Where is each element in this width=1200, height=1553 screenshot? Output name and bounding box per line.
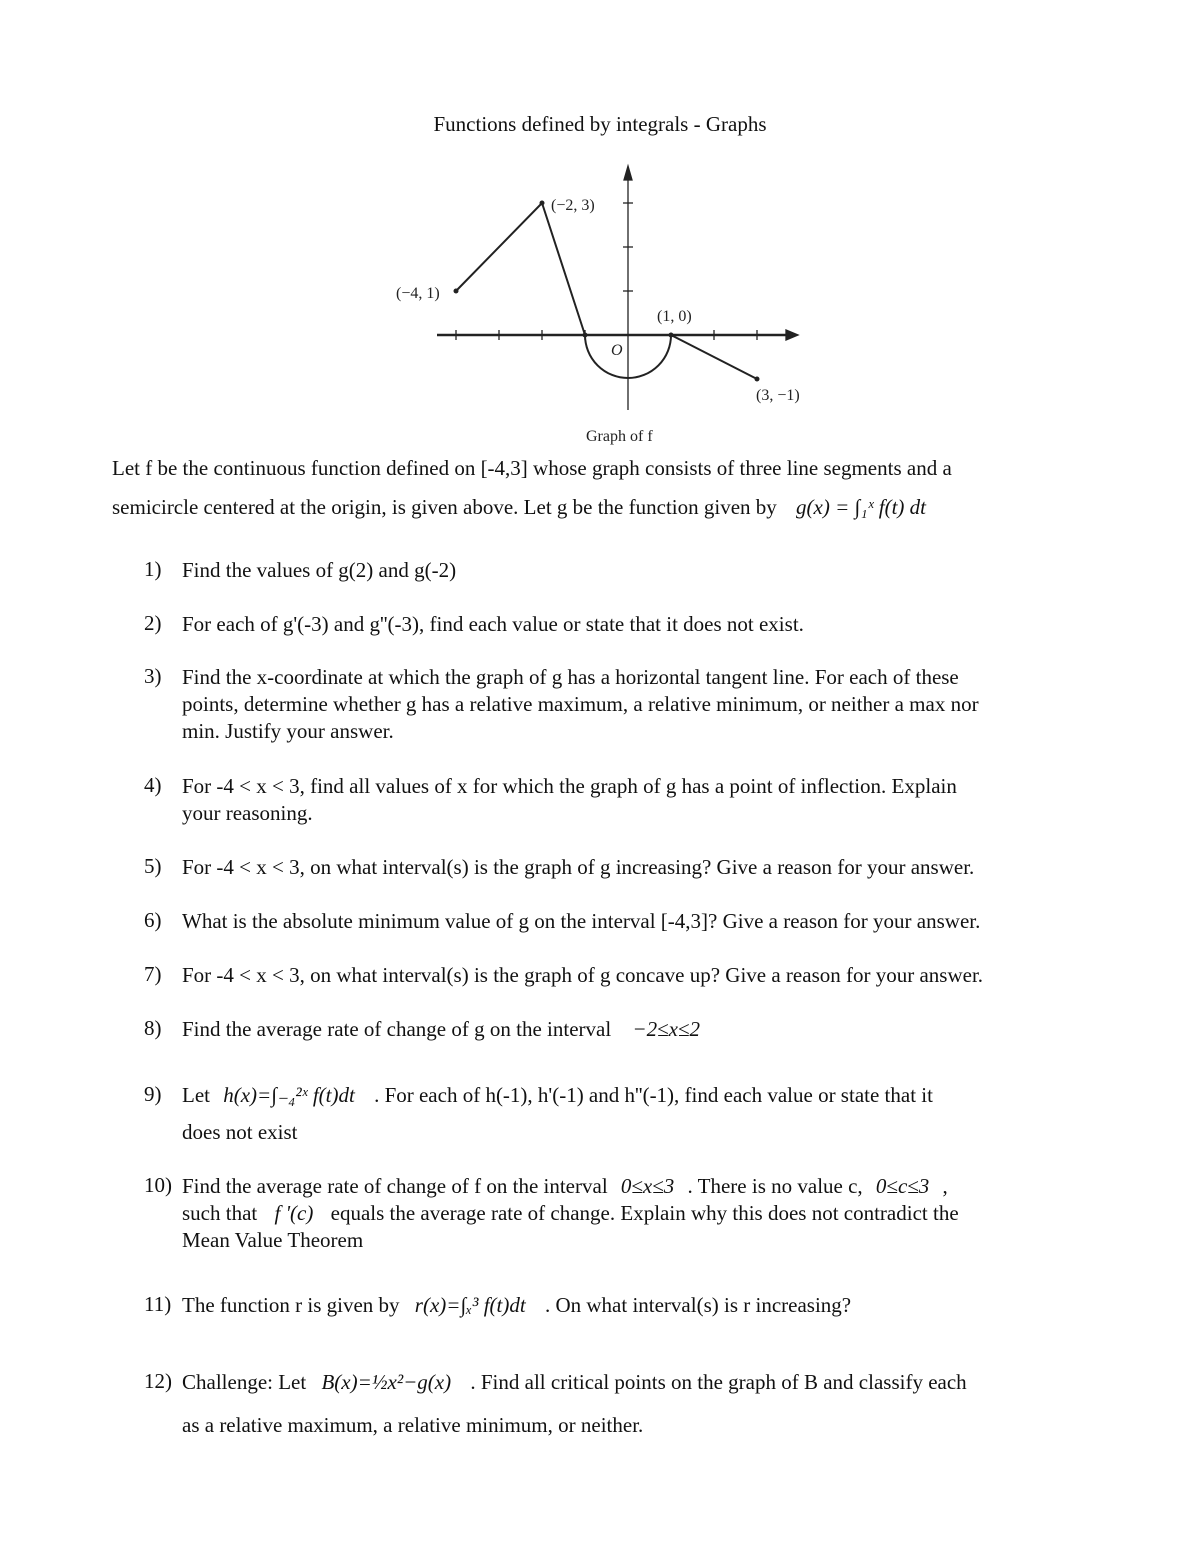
question-text [182,1173,959,1254]
question-text [182,1016,700,1043]
question-number: 10) [144,1173,172,1197]
question-line: Let [182,1083,210,1107]
point-label: (−4, 1) [396,285,440,302]
question-text [182,773,957,827]
question-number: 1) [144,557,162,581]
question-text: For -4 < x < 3, on what interval(s) is the graph of g increasing? Give a reason for your answer. [182,855,975,879]
intro-paragraph [112,455,952,521]
point-marker [583,333,588,338]
question-line: . For each of h(-1), h'(-1) and h''(-1), find each value or state that it [374,1083,933,1107]
question-line: . There is no value c, [687,1174,863,1198]
interval-formula: 0≤c≤3 [875,1174,930,1198]
question-number: 6) [144,908,162,932]
question-line: For -4 < x < 3, find all values of x for which the graph of g has a point of inflection. Explain [182,774,957,798]
question-number: 12) [144,1369,172,1393]
question-number: 2) [144,611,162,635]
question-line: your reasoning. [182,801,313,825]
graph-caption: Graph of f [586,428,653,445]
page-title: Functions defined by integrals - Graphs [433,112,767,136]
question-text: What is the absolute minimum value of g on the interval [-4,3]? Give a reason for your answer. [182,909,981,933]
point-marker [454,289,459,294]
r-definition-formula: r(x)=∫ₓ³ f(t)dt [414,1293,526,1317]
question-number: 9) [144,1082,162,1106]
line-segment-right [671,335,757,379]
b-definition-formula: B(x)=½x²−g(x) [321,1370,452,1394]
question-text: For each of g'(-3) and g''(-3), find each value or state that it does not exist. [182,612,804,636]
question-text: Find the values of g(2) and g(-2) [182,558,457,582]
question-text [182,664,979,745]
g-definition-formula: g(x) = ∫₁ˣ f(t) dt [796,495,926,519]
x-axis-arrow [786,330,798,340]
intro-line-2: semicircle centered at the origin, is given above. Let g be the function given by [112,495,777,519]
question-line: as a relative maximum, a relative minimum, or neither. [182,1413,644,1437]
question-line: min. Justify your answer. [182,719,394,743]
point-marker [540,201,545,206]
interval-formula: 0≤x≤3 [620,1174,675,1198]
question-line: equals the average rate of change. Explain why this does not contradict the [330,1201,959,1225]
question-text [182,1369,967,1439]
h-definition-formula: h(x)=∫₋₄²ˣ f(t)dt [223,1083,355,1107]
question-number: 7) [144,962,162,986]
question-line: , [942,1174,948,1198]
question-number: 3) [144,664,162,688]
question-line: The function r is given by [182,1293,400,1317]
point-label: (3, −1) [756,387,800,404]
question-text: For -4 < x < 3, on what interval(s) is the graph of g concave up? Give a reason for your answer. [182,963,984,987]
origin-label: O [611,342,623,359]
line-segments-left [456,203,585,335]
question-text [182,1082,933,1146]
question-line: Find the average rate of change of f on the interval [182,1174,608,1198]
intro-line-1: Let f be the continuous function defined on [-4,3] whose graph consists of three line segments and a [112,456,952,480]
question-line: Find the average rate of change of g on the interval [182,1017,612,1041]
graph-of-f [380,160,820,450]
derivative-formula: f '(c) [274,1201,314,1225]
question-line: such that [182,1201,258,1225]
question-line: Find the x-coordinate at which the graph of g has a horizontal tangent line. For each of these [182,665,959,689]
point-marker [755,377,760,382]
y-axis-arrow [624,166,632,180]
question-line: Mean Value Theorem [182,1228,364,1252]
question-number: 11) [144,1292,172,1316]
question-line: does not exist [182,1120,298,1144]
question-line: points, determine whether g has a relative maximum, a relative minimum, or neither a max nor [182,692,979,716]
question-line: Challenge: Let [182,1370,307,1394]
question-line: . Find all critical points on the graph of B and classify each [470,1370,967,1394]
point-label: (1, 0) [657,308,692,325]
question-text [182,1292,851,1319]
question-line: . On what interval(s) is r increasing? [544,1293,852,1317]
question-number: 5) [144,854,162,878]
point-label: (−2, 3) [551,197,595,214]
question-number: 8) [144,1016,162,1040]
question-number: 4) [144,773,162,797]
interval-formula: −2≤x≤2 [632,1017,700,1041]
point-marker [669,333,674,338]
